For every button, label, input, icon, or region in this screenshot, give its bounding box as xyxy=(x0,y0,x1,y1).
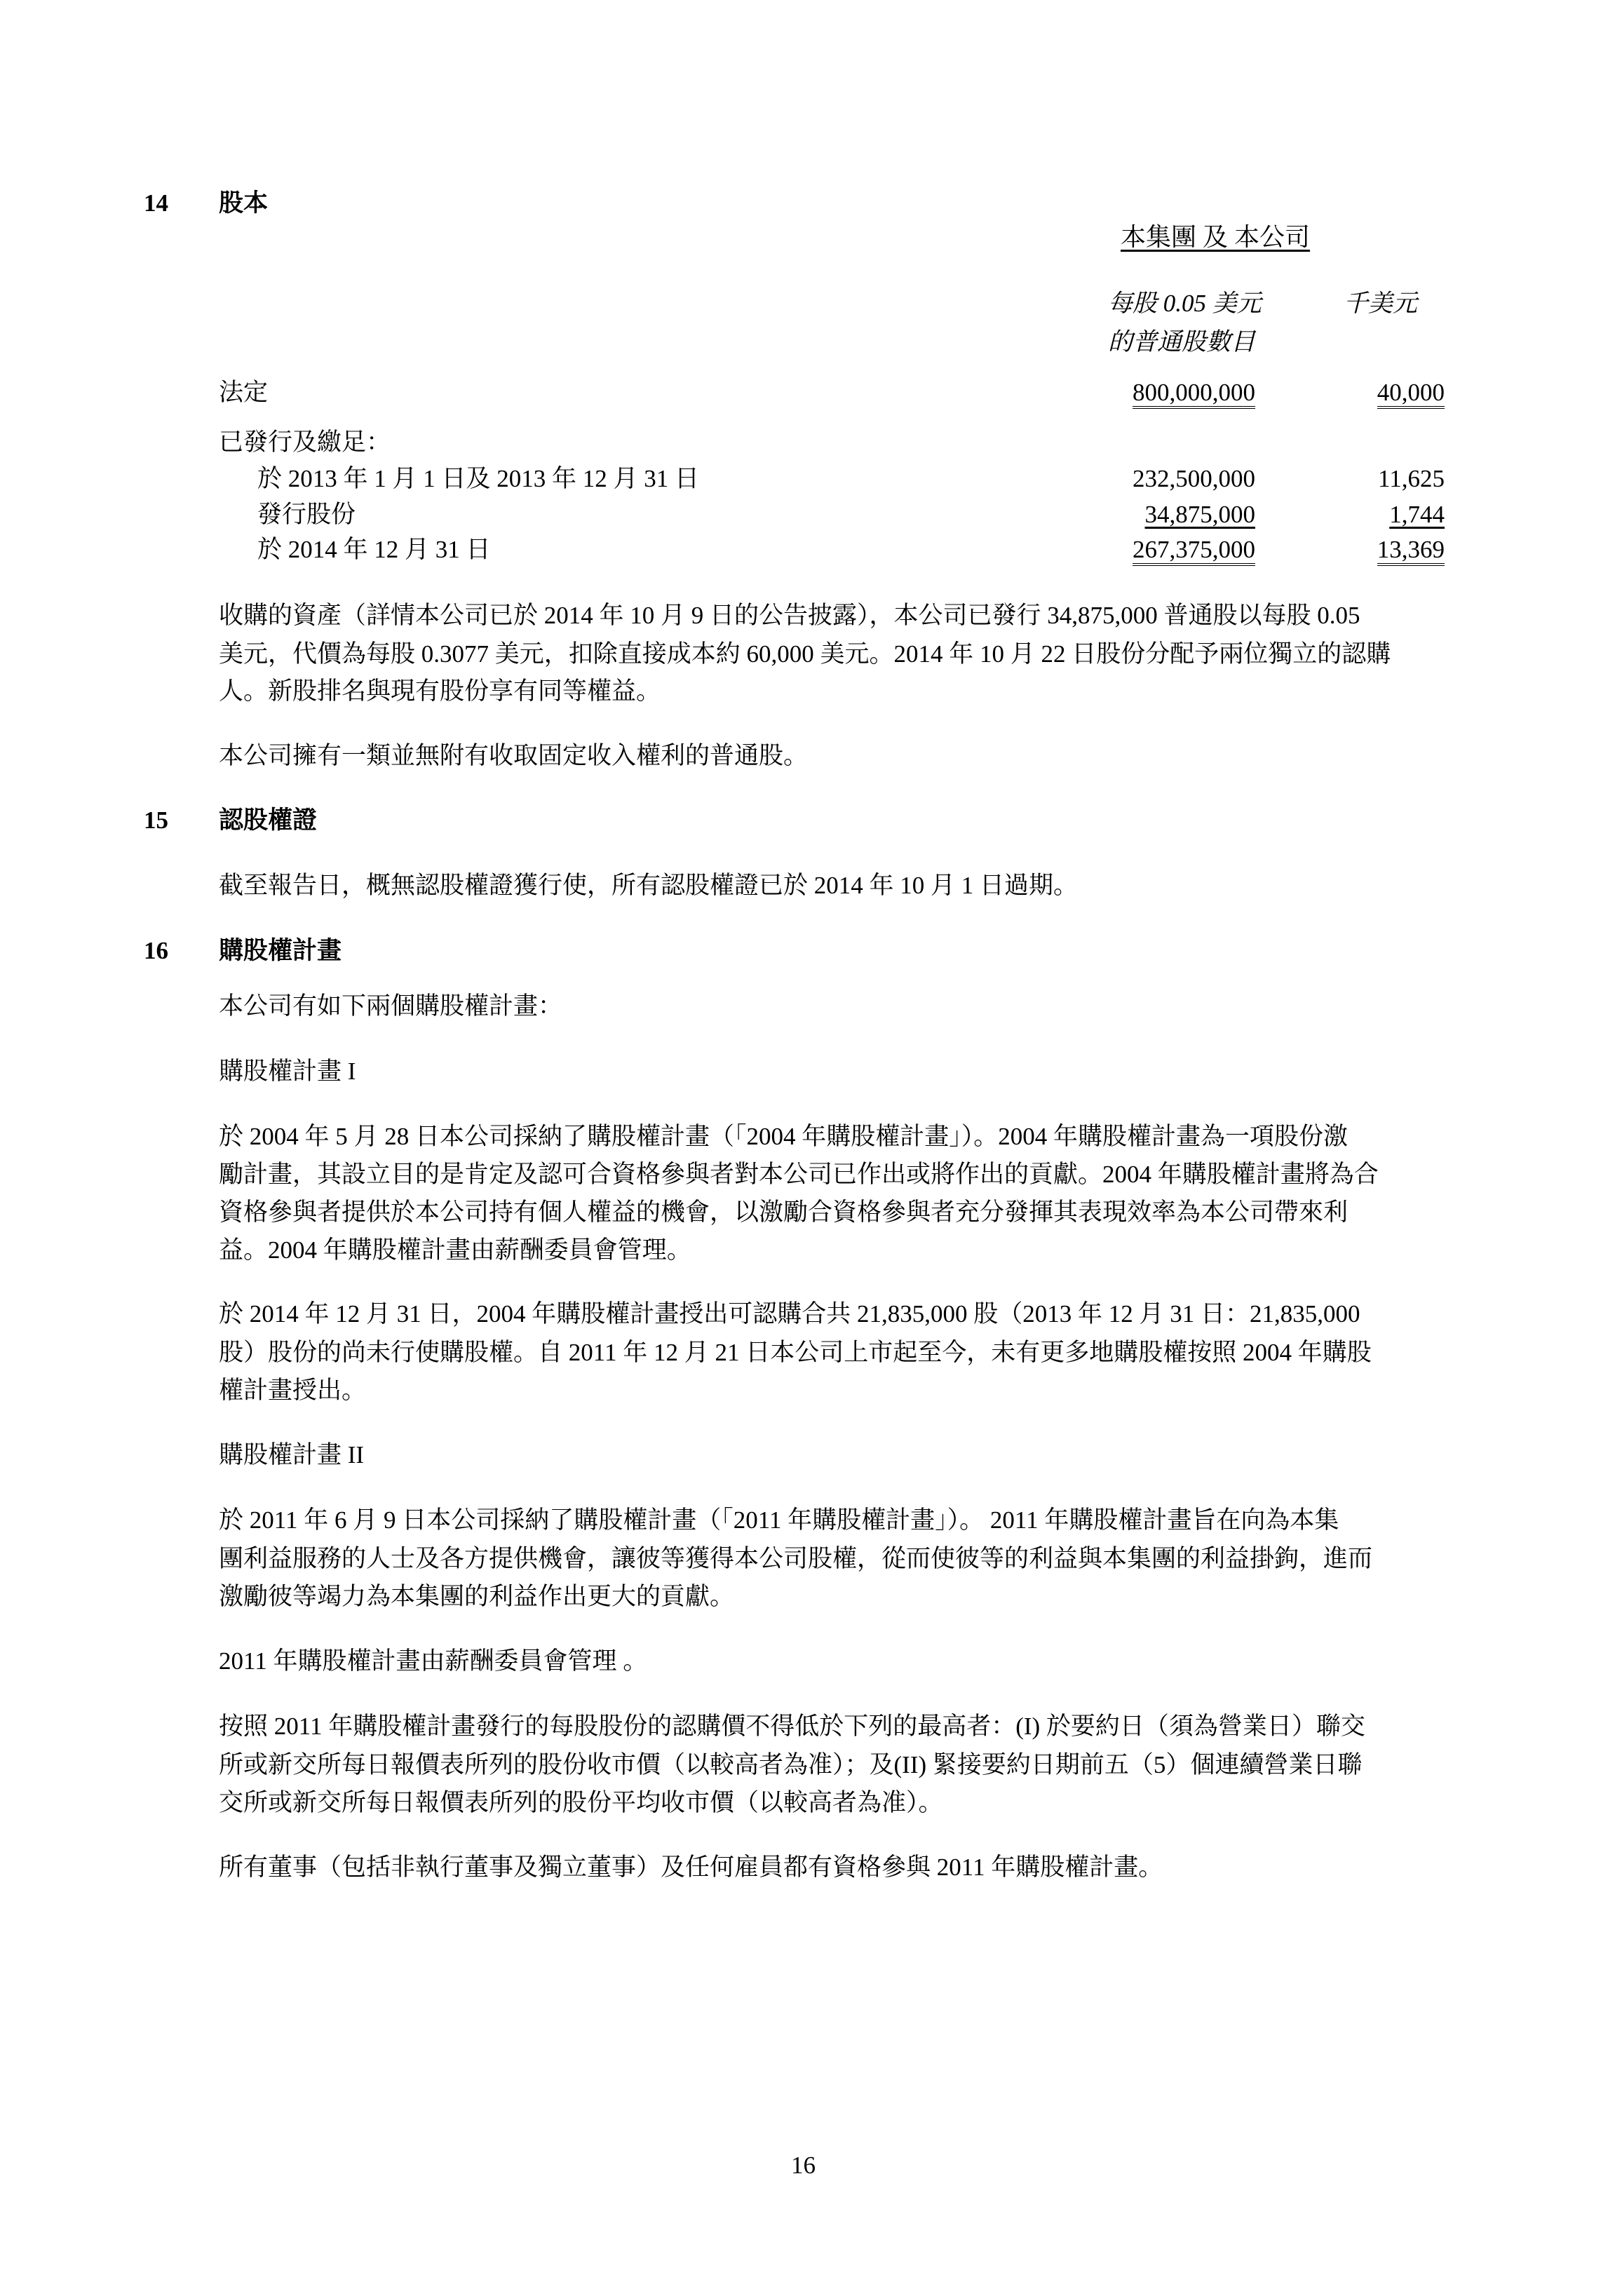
row-label: 法定 xyxy=(219,379,269,406)
paragraph: 2011 年購股權計畫由薪酬委員會管理 。 xyxy=(219,1647,648,1675)
paragraph-line: 激勵彼等竭力為本集團的利益作出更大的貢獻。 xyxy=(219,1583,735,1610)
row-value-shares: 232,500,000 xyxy=(1133,465,1255,492)
paragraph-line: 團利益服務的人士及各方提供機會，讓彼等獲得本公司股權，從而使彼等的利益與本集團的利益掛鉤，進而 xyxy=(219,1545,1373,1572)
section-number: 16 xyxy=(144,937,168,964)
subheading: 購股權計畫 II xyxy=(219,1441,365,1468)
paragraph-line: 股）股份的尚未行使購股權。自 2011 年 12 月 21 日本公司上市起至今，未有更多地購股權按照 2004 年購股 xyxy=(219,1339,1372,1366)
paragraph-line: 益。2004 年購股權計畫由薪酬委員會管理。 xyxy=(219,1236,691,1264)
col1-header-line2: 的普通股數目 xyxy=(1108,328,1256,356)
page-number: 16 xyxy=(791,2152,816,2179)
paragraph-line: 人。新股排名與現有股份享有同等權益。 xyxy=(219,677,661,705)
paragraph-line: 資格參與者提供於本公司持有個人權益的機會，以激勵合資格參與者充分發揮其表現效率為本公司帶來利 xyxy=(219,1198,1349,1226)
row-label: 於 2013 年 1 月 1 日及 2013 年 12 月 31 日 xyxy=(257,465,700,492)
paragraph: 本公司有如下兩個購股權計畫： xyxy=(219,992,563,1020)
row-label: 發行股份 xyxy=(257,501,356,528)
paragraph: 本公司擁有一類並無附有收取固定收入權利的普通股。 xyxy=(219,742,809,769)
paragraph-line: 美元，代價為每股 0.3077 美元，扣除直接成本約 60,000 美元。2014 年 10 月 22 日股份分配予兩位獨立的認購 xyxy=(219,640,1391,668)
group-header: 本集團 及 本公司 xyxy=(1121,223,1311,251)
paragraph-line: 權計畫授出。 xyxy=(219,1377,367,1404)
row-value-usd: 13,369 xyxy=(1262,530,1445,569)
paragraph-line: 收購的資產（詳情本公司已於 2014 年 10 月 9 日的公告披露），本公司已發行 34,875,000 普通股以每股 0.05 xyxy=(219,602,1360,629)
paragraph: 所有董事（包括非執行董事及獨立董事）及任何雇員都有資格參與 2011 年購股權計畫。 xyxy=(219,1853,1163,1881)
paragraph-line: 於 2011 年 6 月 9 日本公司採納了購股權計畫（「2011 年購股權計畫」）。 2011 年購股權計畫旨在向為本集 xyxy=(219,1506,1339,1534)
section-number: 14 xyxy=(144,189,168,217)
subheading: 購股權計畫 I xyxy=(219,1058,356,1085)
row-value-shares: 34,875,000 xyxy=(1144,501,1255,528)
row-value-usd: 1,744 xyxy=(1389,501,1445,528)
paragraph-line: 於 2004 年 5 月 28 日本公司採納了購股權計畫（「2004 年購股權計畫」）。2004 年購股權計畫為一項股份激 xyxy=(219,1123,1349,1150)
col2-header: 千美元 xyxy=(1344,290,1418,317)
section-number: 15 xyxy=(144,806,168,834)
section-title: 購股權計畫 xyxy=(219,937,342,964)
paragraph-line: 按照 2011 年購股權計畫發行的每股股份的認購價不得低於下列的最高者：(I) 於要約日（須為營業日）聯交 xyxy=(219,1713,1365,1740)
row-value-usd: 40,000 xyxy=(1262,373,1445,412)
paragraph: 截至報告日，概無認股權證獲行使，所有認股權證已於 2014 年 10 月 1 日過期。 xyxy=(219,872,1079,899)
paragraph-line: 於 2014 年 12 月 31 日，2004 年購股權計畫授出可認購合共 21,835,000 股（2013 年 12 月 31 日：21,835,000 xyxy=(219,1300,1360,1328)
paragraph-line: 交所或新交所每日報價表所列的股份平均收市價（以較高者為准）。 xyxy=(219,1789,943,1816)
section-title: 股本 xyxy=(219,189,269,217)
col1-header-line1: 每股 0.05 美元 xyxy=(1108,290,1262,317)
row-value-shares: 800,000,000 xyxy=(1031,373,1255,412)
row-label: 已發行及繳足： xyxy=(219,428,391,456)
paragraph-line: 所或新交所每日報價表所列的股份收市價（以較高者為准）；及(II) 緊接要約日期前五（5）個連續營業日聯 xyxy=(219,1751,1363,1778)
paragraph-line: 勵計畫，其設立目的是肯定及認可合資格參與者對本公司已作出或將作出的貢獻。2004 年購股權計畫將為合 xyxy=(219,1161,1379,1188)
row-label: 於 2014 年 12 月 31 日 xyxy=(257,536,491,563)
section-title: 認股權證 xyxy=(219,806,318,834)
row-value-usd: 11,625 xyxy=(1378,465,1445,492)
row-value-shares: 267,375,000 xyxy=(1031,530,1255,569)
